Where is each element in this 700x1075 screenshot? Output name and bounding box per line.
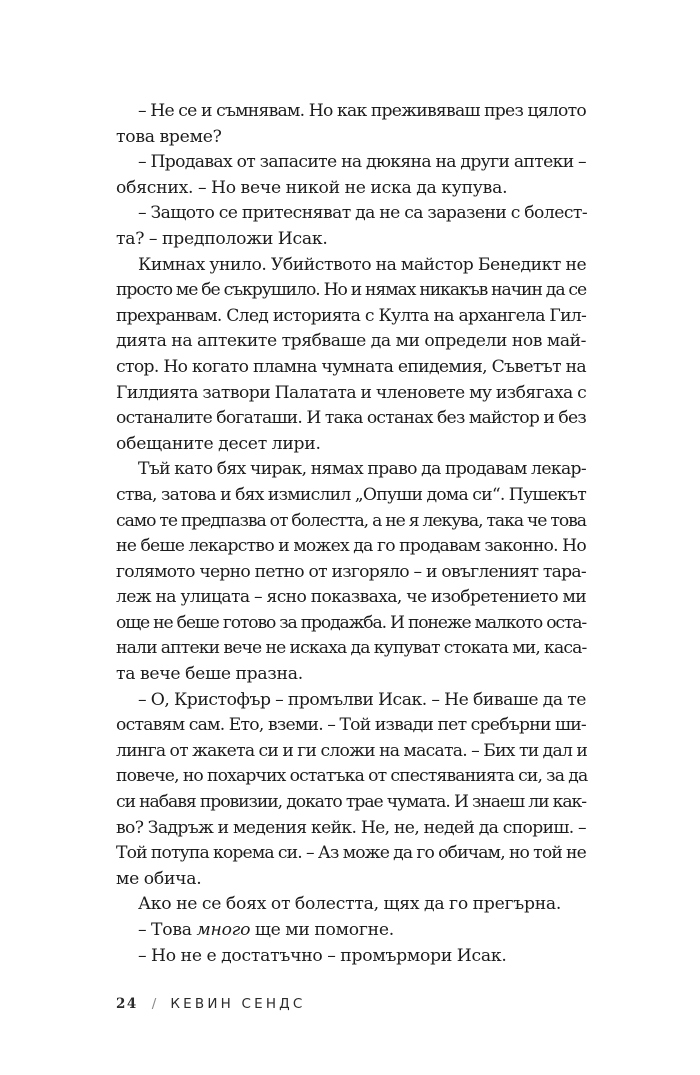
text-line: си набавя провизии, докато трае чумата. И знаеш ли как- bbox=[116, 792, 586, 813]
text-line bbox=[116, 918, 586, 944]
text-line: стор. Но когато пламна чумната епидемия, Съветът на bbox=[116, 356, 586, 377]
paragraph bbox=[116, 253, 586, 458]
text-line: Кимнах унило. Убийството на майстор Бенедикт не bbox=[138, 254, 587, 275]
text-line: ства, затова и бях измислил „Опуши дома си“. Пушекът bbox=[116, 484, 586, 505]
text-line: – Но не е достатъчно – промърмори Исак. bbox=[138, 945, 507, 966]
paragraph bbox=[116, 892, 586, 918]
text-line: не беше лекарство и можех да го продавам законно. Но bbox=[116, 536, 586, 557]
paragraph bbox=[116, 918, 586, 944]
paragraph bbox=[116, 201, 586, 252]
text-line: нали аптеки вече не искаха да купуват стоката ми, каса- bbox=[116, 638, 587, 659]
text-line: дията на аптеките трябваше да ми определи нов май- bbox=[116, 331, 586, 352]
text-line: обясних. – Но вече никой не иска да купува. bbox=[116, 177, 508, 198]
text-line: оставям сам. Ето, вземи. – Той извади пет сребърни ши- bbox=[116, 715, 586, 736]
emphasis-word: много bbox=[196, 920, 251, 940]
page-footer bbox=[116, 996, 306, 1012]
text-line: голямото черно петно от изгоряло – и овъгленият тара- bbox=[116, 561, 586, 582]
text-line: останалите богаташи. И така останах без майстор и без bbox=[116, 408, 586, 429]
paragraph bbox=[116, 688, 586, 893]
text-line: – Не се и съмнявам. Но как преживяваш през цялото bbox=[138, 101, 586, 121]
text-line: Гилдията затвори Палатата и членовете му избягаха с bbox=[116, 382, 587, 403]
text-line: Ако не се боях от болестта, щях да го прегърна. bbox=[138, 894, 562, 915]
page-number: 24 bbox=[116, 996, 138, 1012]
text-line: повече, но похарчих остатъка от спестяванията си, за да bbox=[116, 766, 588, 787]
text-run: ще ми помогне. bbox=[250, 920, 394, 940]
paragraph bbox=[116, 457, 586, 687]
text-line: та вече беше празна. bbox=[116, 664, 303, 685]
text-line: обещаните десет лири. bbox=[116, 433, 321, 454]
text-line: още не беше готово за продажба. И понеже малкото оста- bbox=[116, 612, 586, 633]
text-line: просто ме бе съкрушило. Но и нямах никакъв начин да се bbox=[116, 280, 587, 301]
text-line: това време? bbox=[116, 126, 222, 147]
text-line: само те предпазва от болестта, а не я лекува, така че това bbox=[116, 510, 586, 531]
text-line: линга от жакета си и ги сложи на масата. – Бих ти дал и bbox=[116, 740, 588, 761]
text-line: прехранвам. След историята с Култа на архангела Гил- bbox=[116, 305, 586, 326]
text-line: ме обича. bbox=[116, 868, 202, 889]
text-line: – Продавах от запасите на дюкяна на други аптеки – bbox=[138, 152, 586, 173]
paragraph bbox=[116, 944, 586, 970]
page-body-text bbox=[116, 99, 586, 969]
footer-separator: / bbox=[151, 996, 157, 1012]
paragraph bbox=[116, 150, 586, 201]
text-run: – Това bbox=[138, 920, 197, 940]
text-line: во? Задръж и медения кейк. Не, не, недей да спориш. – bbox=[116, 817, 586, 838]
author-name: КЕВИН СЕНДС bbox=[170, 996, 306, 1012]
text-line: та? – предположи Исак. bbox=[116, 228, 328, 249]
text-line: Той потупа корема си. – Аз може да го обичам, но той не bbox=[116, 843, 586, 864]
paragraph bbox=[116, 99, 586, 150]
text-line: – О, Кристофър – промълви Исак. – Не биваше да те bbox=[138, 689, 586, 710]
text-line: – Защото се притесняват да не са заразени с болест- bbox=[138, 203, 588, 224]
text-line: леж на улицата – ясно показваха, че изобретението ми bbox=[116, 587, 586, 608]
text-line: Тъй като бях чирак, нямах право да продавам лекар- bbox=[138, 459, 587, 480]
